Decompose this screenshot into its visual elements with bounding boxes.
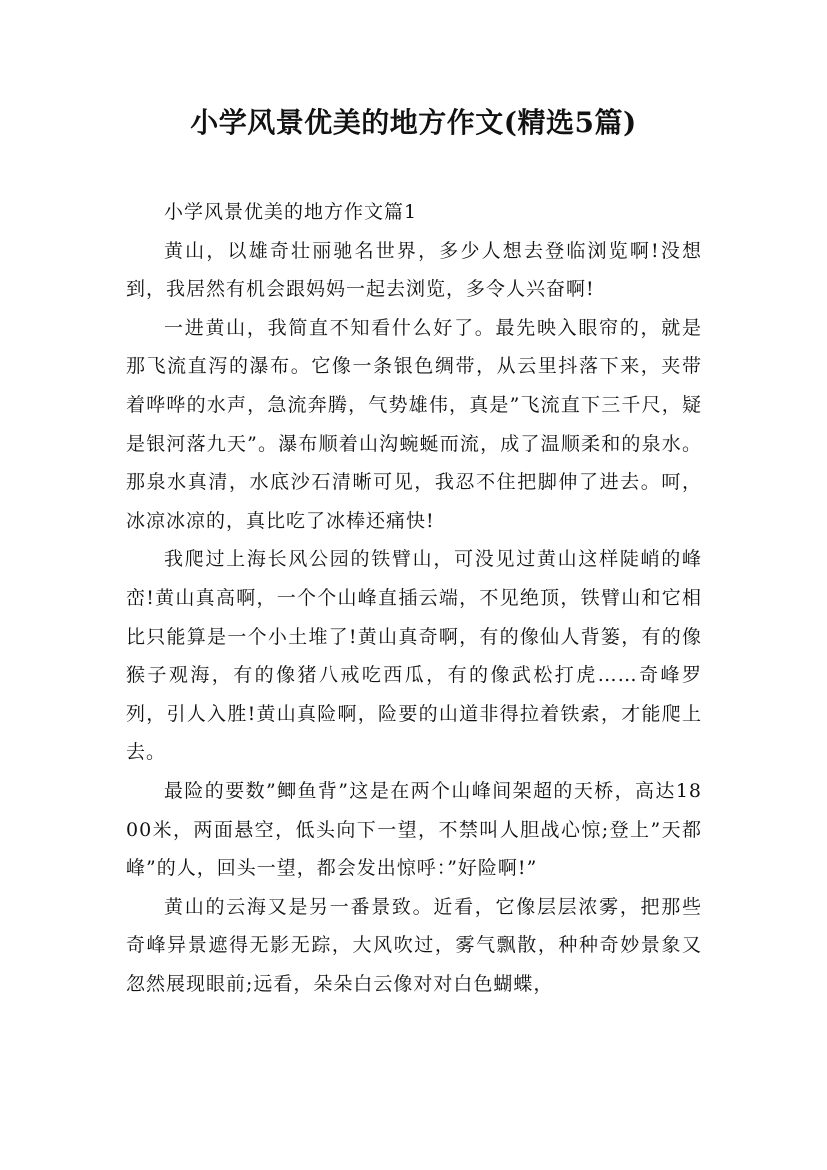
paragraph-4: 最险的要数”鲫鱼背”这是在两个山峰间架超的天桥，高达1800米，两面悬空，低头向下一望，不禁叫人胆战心惊;登上”天都峰”的人，回头一望，都会发出惊呼：”好险啊!” [126, 779, 702, 880]
paragraph-3: 我爬过上海长风公园的铁臂山，可没见过黄山这样陡峭的峰峦!黄山真高啊，一个个山峰直插云端，不见绝顶，铁臂山和它相比只能算是一个小土堆了!黄山真奇啊，有的像仙人背篓，有的像猴子观海，有的像猪八戒吃西瓜，有的像武松打虎……奇峰罗列，引人入胜!黄山真险啊，险要的山道非得拉着铁索，才能爬上去。 [126, 548, 702, 764]
paragraph-5: 黄山的云海又是另一番景致。近看，它像层层浓雾，把那些奇峰异景遮得无影无踪，大风吹过，雾气飘散，种种奇妙景象又忽然展现眼前;远看，朵朵白云像对对白色蝴蝶， [126, 895, 702, 995]
document-title: 小学风景优美的地方作文(精选5篇) [190, 106, 637, 139]
section-heading: 小学风景优美的地方作文篇1 [164, 201, 418, 223]
document-body [126, 193, 702, 1003]
paragraph-2: 一进黄山，我简直不知看什么好了。最先映入眼帘的，就是那飞流直泻的瀑布。它像一条银色绸带，从云里抖落下来，夹带着哗哗的水声，急流奔腾，气势雄伟，真是”飞流直下三千尺，疑是银河落九天”。瀑布顺着山沟蜿蜒而流，成了温顺柔和的泉水。那泉水真清，水底沙石清晰可见，我忍不住把脚伸了进去。呵，冰凉冰凉的，真比吃了冰棒还痛快! [126, 316, 702, 532]
paragraph-1: 黄山，以雄奇壮丽驰名世界，多少人想去登临浏览啊!没想到，我居然有机会跟妈妈一起去浏览，多令人兴奋啊! [126, 239, 702, 301]
